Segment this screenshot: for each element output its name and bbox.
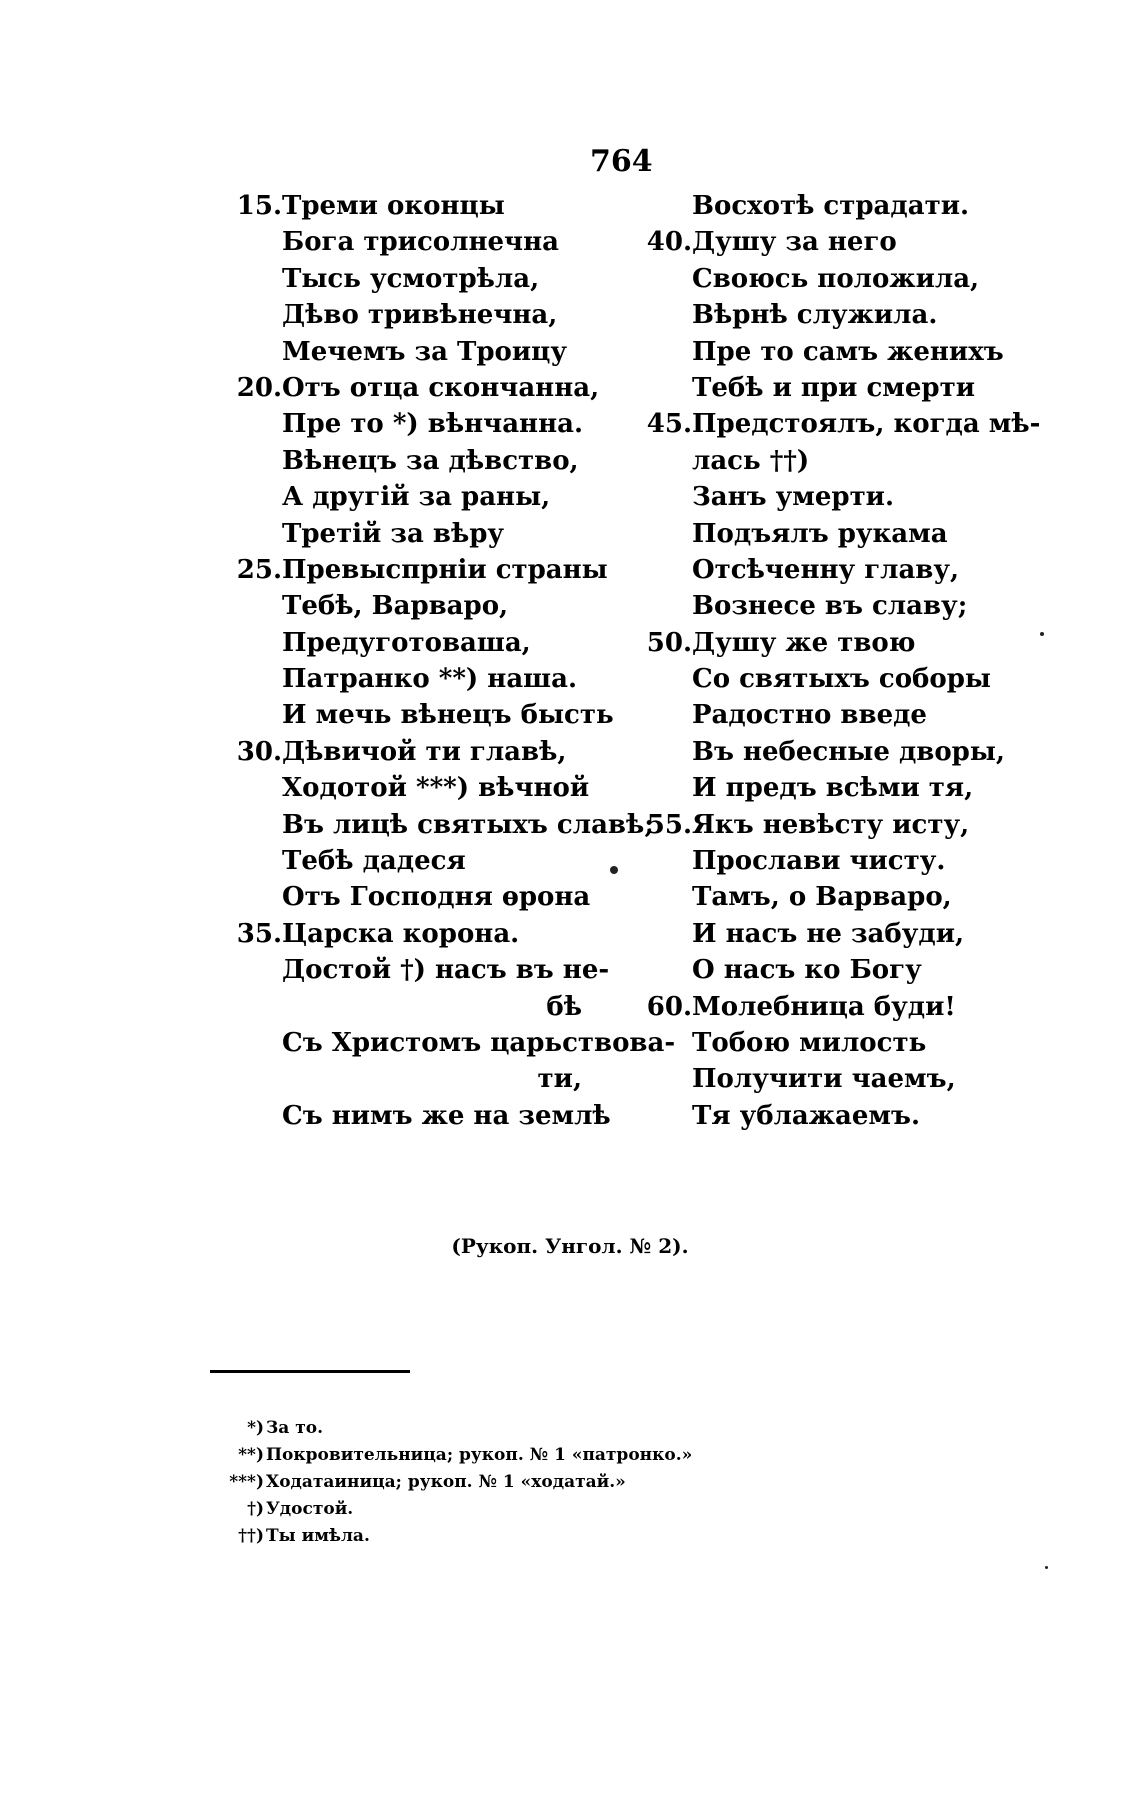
verse-line (222, 952, 622, 988)
verse-line (222, 334, 622, 370)
verse-text: Въ лицѣ святыхъ славѣ; (282, 809, 654, 840)
verse-line (632, 952, 1032, 988)
verse-line (222, 224, 622, 260)
verse-line (222, 188, 622, 224)
verse-text: Душу же твою (692, 627, 916, 658)
verse-line (632, 443, 1032, 479)
verse-line (222, 807, 654, 843)
verse-line (222, 261, 622, 297)
verse-text: Съ нимъ же на землѣ (282, 1100, 611, 1131)
verse-line (222, 843, 622, 879)
footnote-mark: **) (238, 1445, 264, 1465)
verse-number: 45. (646, 409, 692, 440)
verse-text: Вознесе въ славу; (692, 591, 968, 622)
verse-text: Получити чаемъ, (692, 1064, 956, 1095)
verse-text: О насъ ко Богу (692, 955, 922, 986)
verse-text: Вѣнецъ за дѣвство, (282, 445, 579, 476)
verse-line (222, 406, 622, 442)
verse-text: Патранко **) наша. (282, 664, 578, 695)
verse-number: 50. (646, 627, 692, 658)
verse-text: Отъ Господня ѳрона (282, 882, 591, 913)
ink-speck (1040, 632, 1044, 636)
verse-text: Дѣво тривѣнечна, (282, 300, 558, 331)
verse-text: Восхотѣ страдати. (692, 191, 970, 221)
verse-text: Тебѣ и при смерти (692, 372, 975, 403)
verse-line (222, 588, 622, 624)
verse-line (632, 661, 1032, 697)
footnote-text: Ходатаиница; рукоп. № 1 «ходатай.» (266, 1472, 626, 1492)
verse-line (632, 734, 1032, 770)
verse-text: Третій за вѣру (282, 518, 505, 549)
footnote-mark: *) (247, 1418, 264, 1438)
verse-line (222, 370, 622, 406)
verse-text: Предстоялъ, когда мѣ- (692, 409, 1041, 440)
verse-text: Предуготоваша, (282, 627, 531, 658)
verse-number: 20. (236, 372, 282, 403)
verse-text: Тебѣ дадеся (282, 846, 466, 877)
verse-line (632, 552, 1032, 588)
footnote-text: Ты имѣла. (266, 1526, 370, 1546)
verse-text: Тысь усмотрѣла, (282, 263, 540, 294)
verse-text: Своюсь положила, (692, 263, 980, 294)
verse-text: Пре то *) вѣнчанна. (282, 409, 583, 440)
verse-line (632, 224, 1032, 260)
verse-line (222, 916, 622, 952)
verse-text: Молебница буди! (692, 991, 956, 1022)
verse-line (632, 370, 1032, 406)
verse-line (632, 916, 1032, 952)
verse-number: 60. (646, 991, 692, 1022)
verse-text: Ходотой ***) вѣчной (282, 773, 590, 804)
verse-text: Подъялъ рукама (692, 518, 948, 549)
verse-text: Въ небесные дворы, (692, 736, 1005, 767)
verse-number: 35. (236, 918, 282, 949)
verse-line (222, 879, 622, 915)
verse-text: Бога трисолнечна (282, 227, 559, 258)
verse-text: Прослави чисту. (692, 846, 946, 877)
verse-line (632, 1061, 1032, 1097)
verse-line (632, 406, 1041, 442)
verse-text: И насъ не забуди, (692, 918, 965, 949)
ink-speck (1045, 1566, 1048, 1569)
verse-line (222, 1025, 676, 1061)
verse-line (632, 989, 1032, 1025)
verse-text: бѣ (546, 991, 582, 1022)
verse-line (222, 989, 622, 1025)
verse-text: Занъ умерти. (692, 482, 895, 513)
verse-line (632, 879, 1032, 915)
verse-text: Душу за него (692, 227, 897, 258)
verse-number: 25. (236, 554, 282, 585)
verse-line (222, 697, 622, 733)
verse-line (632, 843, 1032, 879)
verse-text: Тя ублажаемъ. (692, 1100, 920, 1131)
verse-text: ти, (537, 1064, 582, 1095)
verse-line (222, 516, 622, 552)
verse-text: И мечь вѣнецъ бысть (282, 700, 614, 731)
verse-text: Отъ отца скончанна, (282, 372, 600, 403)
verse-line (632, 1025, 1032, 1061)
footnote-text: За то. (266, 1418, 323, 1438)
footnote-mark: ††) (238, 1526, 264, 1546)
verse-line (632, 334, 1032, 370)
ink-speck (610, 866, 618, 874)
verse-text: Съ Христомъ царьствова- (282, 1027, 676, 1058)
verse-line (632, 770, 1032, 806)
footnote-mark: ***) (229, 1472, 264, 1492)
verse-text: Пре то самъ женихъ (692, 336, 1004, 367)
verse-text: И предъ всѣми тя, (692, 773, 974, 804)
verse-text: Со святыхъ соборы (692, 664, 991, 695)
verse-line (222, 479, 622, 515)
verse-number: 40. (646, 227, 692, 258)
verse-text: Тобою милость (692, 1027, 927, 1058)
verse-text: А другій за раны, (282, 482, 551, 513)
footnote-text: Удостой. (266, 1499, 354, 1519)
verse-text: Тамъ, о Варваро, (692, 882, 952, 913)
verse-line (222, 552, 622, 588)
verse-line (632, 479, 1032, 515)
footnote-mark: †) (247, 1499, 264, 1519)
verse-text: Якъ невѣсту исту, (692, 809, 970, 840)
verse-number: 15. (236, 191, 282, 221)
verse-line (632, 697, 1032, 733)
verse-text: Треми оконцы (282, 191, 505, 221)
verse-text: Вѣрнѣ служила. (692, 300, 938, 331)
verse-line (632, 625, 1032, 661)
verse-text: Дѣвичой ти главѣ, (282, 736, 567, 767)
verse-line (632, 588, 1032, 624)
verse-line (222, 1098, 622, 1134)
verse-text: Радостно введе (692, 700, 927, 731)
verse-text: Тебѣ, Варваро, (282, 591, 509, 622)
verse-line (632, 297, 1032, 333)
verse-line (222, 770, 622, 806)
page-number: 764 (590, 144, 653, 179)
verse-text: Царска корона. (282, 918, 520, 949)
verse-line (222, 1061, 622, 1097)
verse-line (222, 734, 622, 770)
footnote-divider (210, 1370, 410, 1373)
verse-line (632, 188, 1032, 224)
verse-text: Мечемъ за Троицу (282, 336, 567, 367)
verse-number: 30. (236, 736, 282, 767)
verse-number: 55. (646, 809, 692, 840)
verse-line (222, 661, 622, 697)
verse-line (632, 516, 1032, 552)
verse-line (632, 1098, 1032, 1134)
verse-line (632, 807, 1032, 843)
source-note: (Рукоп. Унгол. № 2). (451, 1234, 689, 1258)
verse-line (222, 443, 622, 479)
verse-line (632, 261, 1032, 297)
verse-text: Отсѣченну главу, (692, 554, 960, 585)
verse-line (222, 625, 622, 661)
footnote-text: Покровительница; рукоп. № 1 «патронко.» (266, 1445, 693, 1465)
verse-text: Достой †) насъ въ не- (282, 955, 610, 986)
verse-line (222, 297, 622, 333)
verse-text: лась ††) (692, 445, 810, 476)
verse-text: Превыспрніи страны (282, 554, 608, 585)
poem-right-column (632, 188, 1041, 1134)
